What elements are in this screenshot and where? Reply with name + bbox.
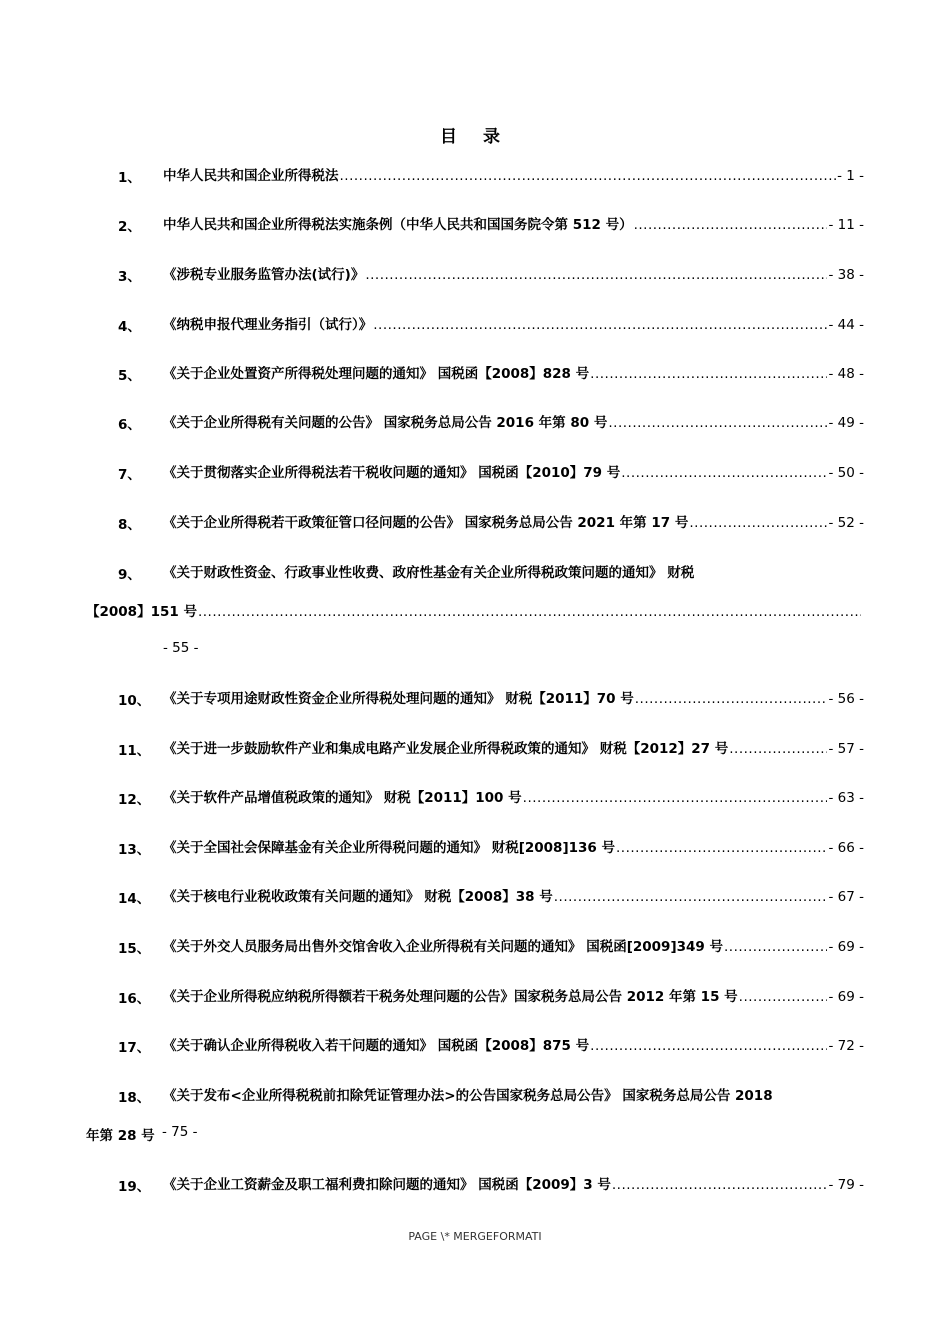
toc-leader (373, 317, 827, 333)
toc-entry[interactable] (163, 1173, 864, 1195)
toc-leader (616, 840, 827, 856)
toc-leader (590, 1038, 827, 1054)
toc-entry-number: 2、 (118, 219, 141, 235)
toc-entry[interactable] (163, 213, 864, 235)
page-footer: PAGE \* MERGEFORMATI (408, 1230, 542, 1243)
toc-entry-title: 《关于软件产品增值税政策的通知》 财税【2011】100 号 (163, 790, 522, 806)
toc-entry[interactable] (163, 362, 864, 384)
toc-entry-number: 10、 (118, 693, 151, 709)
toc-page-number: - 49 - (828, 415, 864, 431)
toc-leader (724, 939, 827, 955)
toc-leader (198, 604, 861, 620)
toc-entry-title: 《关于外交人员服务局出售外交馆舍收入企业所得税有关问题的通知》 国税函[2009]349 号 (163, 939, 723, 955)
toc-entry[interactable] (163, 263, 864, 285)
toc-entry-number: 7、 (118, 467, 141, 483)
toc-entry-title: 《关于核电行业税收政策有关问题的通知》 财税【2008】38 号 (163, 889, 553, 905)
toc-entry-title: 《关于贯彻落实企业所得税法若干税收问题的通知》 国税函【2010】79 号 (163, 465, 621, 481)
toc-leader (523, 790, 828, 806)
toc-leader (340, 168, 837, 184)
toc-entry-number: 17、 (118, 1040, 151, 1056)
toc-entry[interactable] (163, 985, 864, 1007)
toc-entry-number: 16、 (118, 991, 151, 1007)
toc-entry-title: 《关于企业所得税若干政策征管口径问题的公告》 国家税务总局公告 2021 年第 17 号 (163, 515, 689, 531)
toc-title: 目 录 (440, 127, 510, 147)
toc-leader (739, 989, 828, 1005)
toc-entry-number: 3、 (118, 269, 141, 285)
toc-entry-title: 《关于企业处置资产所得税处理问题的通知》 国税函【2008】828 号 (163, 366, 590, 382)
toc-entry-number: 4、 (118, 319, 141, 335)
toc-entry-title: 《涉税专业服务监管办法(试行)》 (163, 267, 365, 283)
toc-page-number: - 11 - (828, 217, 864, 233)
toc-entry-title: 《关于确认企业所得税收入若干问题的通知》 国税函【2008】875 号 (163, 1038, 590, 1054)
toc-entry-number: 6、 (118, 417, 141, 433)
toc-leader (590, 366, 827, 382)
toc-entry-title: 《关于企业所得税有关问题的公告》 国家税务总局公告 2016 年第 80 号 (163, 415, 608, 431)
toc-entry-number: 19、 (118, 1179, 151, 1195)
toc-leader (554, 889, 828, 905)
toc-leader (612, 1177, 828, 1193)
toc-page-number: - 66 - (828, 840, 864, 856)
toc-entry-title[interactable]: 《关于发布<企业所得税税前扣除凭证管理办法>的公告国家税务总局公告》 国家税务总局公告 2018 (163, 1088, 773, 1104)
toc-entry-title: 《关于进一步鼓励软件产业和集成电路产业发展企业所得税政策的通知》 财税【2012】27 号 (163, 741, 729, 757)
toc-entry-title: 《关于全国社会保障基金有关企业所得税问题的通知》 财税[2008]136 号 (163, 840, 615, 856)
toc-entry-number: 1、 (118, 170, 141, 186)
toc-page-number: - 52 - (828, 515, 864, 531)
toc-leader (621, 465, 827, 481)
toc-entry-number: 14、 (118, 891, 151, 907)
toc-leader (634, 217, 828, 233)
toc-entry-number: 9、 (118, 567, 141, 583)
toc-entry-title[interactable]: 《关于财政性资金、行政事业性收费、政府性基金有关企业所得税政策问题的通知》 财税 (163, 565, 695, 581)
toc-page-number: - 72 - (828, 1038, 864, 1054)
toc-entry[interactable] (163, 461, 864, 483)
toc-entry-number: 15、 (118, 941, 151, 957)
toc-entry[interactable] (163, 164, 864, 186)
toc-entry-title-continued: 年第 28 号 (86, 1128, 155, 1144)
toc-entry-number: 8、 (118, 517, 141, 533)
toc-page-number: - 69 - (828, 989, 864, 1005)
toc-leader (365, 267, 827, 283)
toc-entry-number: 13、 (118, 842, 151, 858)
toc-entry-title: 《关于企业所得税应纳税所得额若干税务处理问题的公告》国家税务总局公告 2012 年第 15 号 (163, 989, 738, 1005)
toc-leader (608, 415, 827, 431)
toc-page-number: - 55 - (163, 640, 199, 656)
toc-entry[interactable] (163, 687, 864, 709)
toc-entry-title: 中华人民共和国企业所得税法 (163, 168, 339, 184)
toc-entry-title: 《纳税申报代理业务指引（试行）》 (163, 317, 373, 333)
toc-entry-title-continued: 【2008】151 号 (86, 604, 197, 620)
toc-entry-number: 18、 (118, 1090, 151, 1106)
toc-entry[interactable] (163, 885, 864, 907)
toc-page-number: - 63 - (828, 790, 864, 806)
toc-entry[interactable] (163, 411, 864, 433)
toc-entry[interactable] (163, 737, 864, 759)
toc-page-number: - 57 - (828, 741, 864, 757)
toc-entry[interactable] (163, 935, 864, 957)
toc-page-number: - 75 - (162, 1124, 198, 1140)
toc-entry-number: 11、 (118, 743, 151, 759)
toc-entry[interactable] (163, 511, 864, 533)
toc-entry-continuation[interactable] (86, 600, 862, 622)
toc-page-number: - 48 - (828, 366, 864, 382)
toc-entry-title: 《关于专项用途财政性资金企业所得税处理问题的通知》 财税【2011】70 号 (163, 691, 634, 707)
toc-page-number: - 1 - (837, 168, 864, 184)
toc-page-number: - 67 - (828, 889, 864, 905)
toc-entry-number: 5、 (118, 368, 141, 384)
toc-leader (689, 515, 827, 531)
toc-entry[interactable] (163, 836, 864, 858)
toc-page-number: - 79 - (828, 1177, 864, 1193)
toc-entry[interactable] (163, 1034, 864, 1056)
toc-page-number: - 69 - (828, 939, 864, 955)
toc-page-number: - 38 - (828, 267, 864, 283)
toc-entry-number: 12、 (118, 792, 151, 808)
toc-entry[interactable] (163, 786, 864, 808)
toc-entry[interactable] (163, 313, 864, 335)
toc-page-number: - 44 - (828, 317, 864, 333)
toc-leader (729, 741, 827, 757)
toc-leader (635, 691, 828, 707)
toc-page-number: - 50 - (828, 465, 864, 481)
toc-page-number: - 56 - (828, 691, 864, 707)
toc-entry-title: 中华人民共和国企业所得税法实施条例（中华人民共和国国务院令第 512 号） (163, 217, 633, 233)
toc-entry-title: 《关于企业工资薪金及职工福利费扣除问题的通知》 国税函【2009】3 号 (163, 1177, 611, 1193)
